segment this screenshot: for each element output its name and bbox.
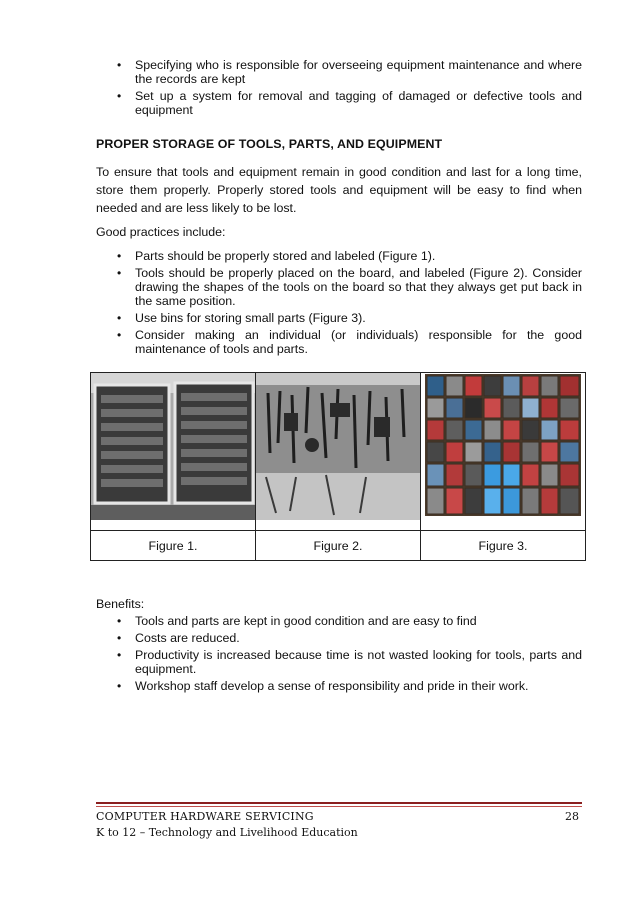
list-item: • Tools and parts are kept in good condition and are easy to find	[96, 614, 582, 628]
figure-1-cell	[91, 373, 256, 531]
figure-2-cell	[256, 373, 421, 531]
tool-pegboard-photo	[256, 373, 420, 520]
good-practices-label: Good practices include:	[96, 225, 226, 239]
footer-course-title: COMPUTER HARDWARE SERVICING	[96, 810, 314, 823]
page-number: 28	[565, 810, 579, 823]
maintenance-bullet-list	[96, 58, 582, 120]
figure-3-caption: Figure 3.	[421, 531, 586, 561]
good-practices-list	[96, 249, 582, 359]
footer-rule	[96, 802, 582, 804]
benefits-list	[96, 614, 582, 696]
benefits-label: Benefits:	[96, 597, 145, 611]
section-heading: PROPER STORAGE OF TOOLS, PARTS, AND EQUIPMENT	[96, 137, 443, 151]
intro-paragraph: To ensure that tools and equipment remain in good condition and last for a long time, store them properly. Properly stored tools and equipment will be easy to find when needed and are less likely to be lost.	[96, 165, 582, 215]
list-item: • Set up a system for removal and tagging of damaged or defective tools and equipment	[96, 89, 582, 117]
list-item: • Specifying who is responsible for overseeing equipment maintenance and where the records are kept	[96, 58, 582, 86]
list-item: • Parts should be properly stored and labeled (Figure 1).	[96, 249, 582, 263]
list-item: • Productivity is increased because time is not wasted looking for tools, parts and equipment.	[96, 648, 582, 676]
list-item: • Consider making an individual (or individuals) responsible for the good maintenance of tools and parts.	[96, 328, 582, 356]
list-item: • Workshop staff develop a sense of responsibility and pride in their work.	[96, 679, 582, 693]
figure-3-cell	[421, 373, 586, 531]
list-item: • Tools should be properly placed on the board, and labeled (Figure 2). Consider drawing the shapes of the tools on the board so that they always get put back in the same position.	[96, 266, 582, 308]
footer-rule-thin	[96, 806, 582, 807]
figure-1-caption: Figure 1.	[91, 531, 256, 561]
small-parts-bins-photo	[425, 374, 581, 516]
list-item: • Costs are reduced.	[96, 631, 582, 645]
figure-2-caption: Figure 2.	[256, 531, 421, 561]
list-item: • Use bins for storing small parts (Figure 3).	[96, 311, 582, 325]
figure-table	[90, 372, 586, 561]
parts-storage-cabinet-photo	[91, 373, 255, 520]
footer-program-title: K to 12 – Technology and Livelihood Education	[96, 826, 358, 839]
